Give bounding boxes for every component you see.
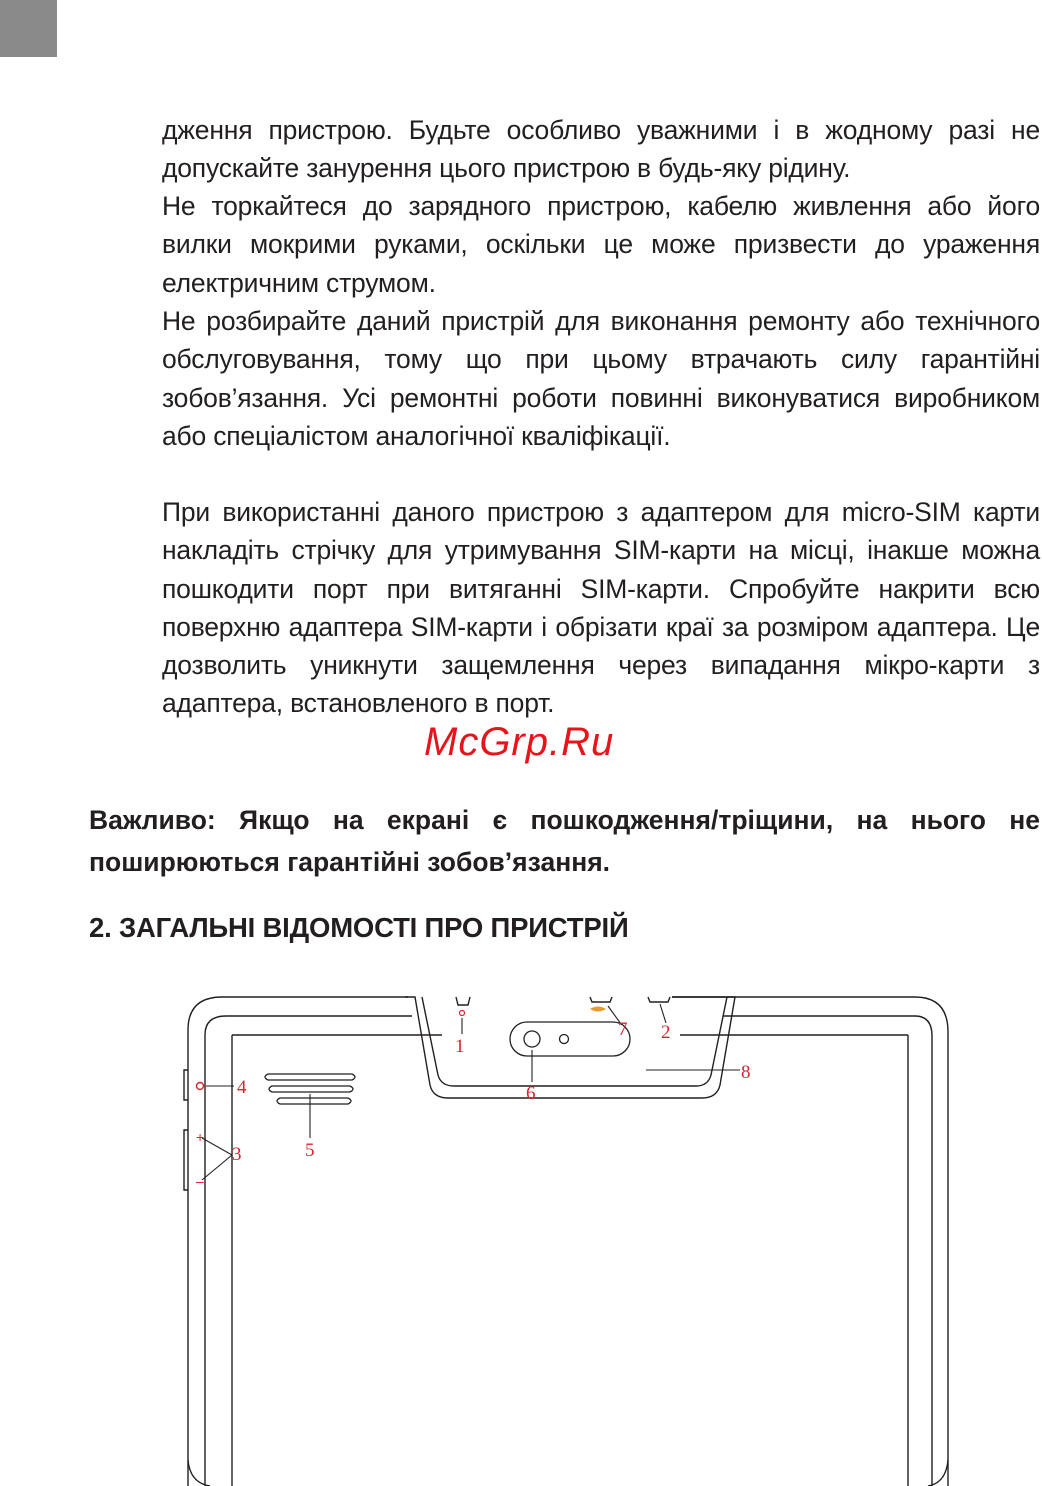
page-corner-tab xyxy=(0,0,57,57)
paragraph-immersion-warning: дження пристрою. Будьте особливо уважними і в жодному разі не допускайте занурення цього пристрою в будь-яку рідину. xyxy=(162,115,1040,184)
microphone-icon xyxy=(460,1011,465,1016)
callout-5: 5 xyxy=(305,1140,315,1161)
callout-6: 6 xyxy=(526,1083,536,1104)
callout-3: 3 xyxy=(232,1144,242,1165)
callout-4: 4 xyxy=(237,1077,247,1098)
volume-up-icon: + xyxy=(196,1129,205,1145)
section-heading: 2. ЗАГАЛЬНІ ВІДОМОСТІ ПРО ПРИСТРІЙ xyxy=(89,912,629,943)
power-icon xyxy=(197,1083,204,1090)
paragraph-wet-hands-warning: Не торкайтеся до зарядного пристрою, кабелю живлення або його вилки мокрими руками, оскільки це може призвести до ураження електричним струмом. xyxy=(162,191,1040,298)
card-slot-icon xyxy=(590,1007,606,1012)
watermark: McGrp.Ru xyxy=(424,720,615,764)
device-diagram xyxy=(180,990,960,1486)
callout-1: 1 xyxy=(455,1036,465,1057)
important-note: Важливо: Якщо на екрані є пошкодження/тріщини, на нього не поширюються гарантійні зобов’язання. xyxy=(89,805,1040,877)
callout-7: 7 xyxy=(618,1019,628,1040)
paragraph-sim-adapter-warning: При використанні даного пристрою з адаптером для micro-SIM карти накладіть стрічку для утримування SIM-карти на місці, інакше можна пошкодити порт при витяганні SIM-карти. Спробуйте накрити всю поверхню адаптера SIM-карти і обрізати краї за розміром адаптера. Це дозволить уникнути защемлення через випадання мікро-карти з адаптера, встановленого в порт. xyxy=(162,497,1040,719)
camera-module xyxy=(510,1022,630,1056)
volume-down-icon: – xyxy=(196,1173,204,1189)
tablet-outline xyxy=(184,997,948,1486)
callout-2: 2 xyxy=(661,1022,671,1043)
callout-8: 8 xyxy=(741,1062,751,1083)
paragraph-disassembly-warning: Не розбирайте даний пристрій для виконання ремонту або технічного обслуговування, тому що при цьому втрачають силу гарантійні зобов’язання. Усі ремонтні роботи повинні виконуватися виробником або спеціалістом аналогічної кваліфікації. xyxy=(162,306,1040,451)
